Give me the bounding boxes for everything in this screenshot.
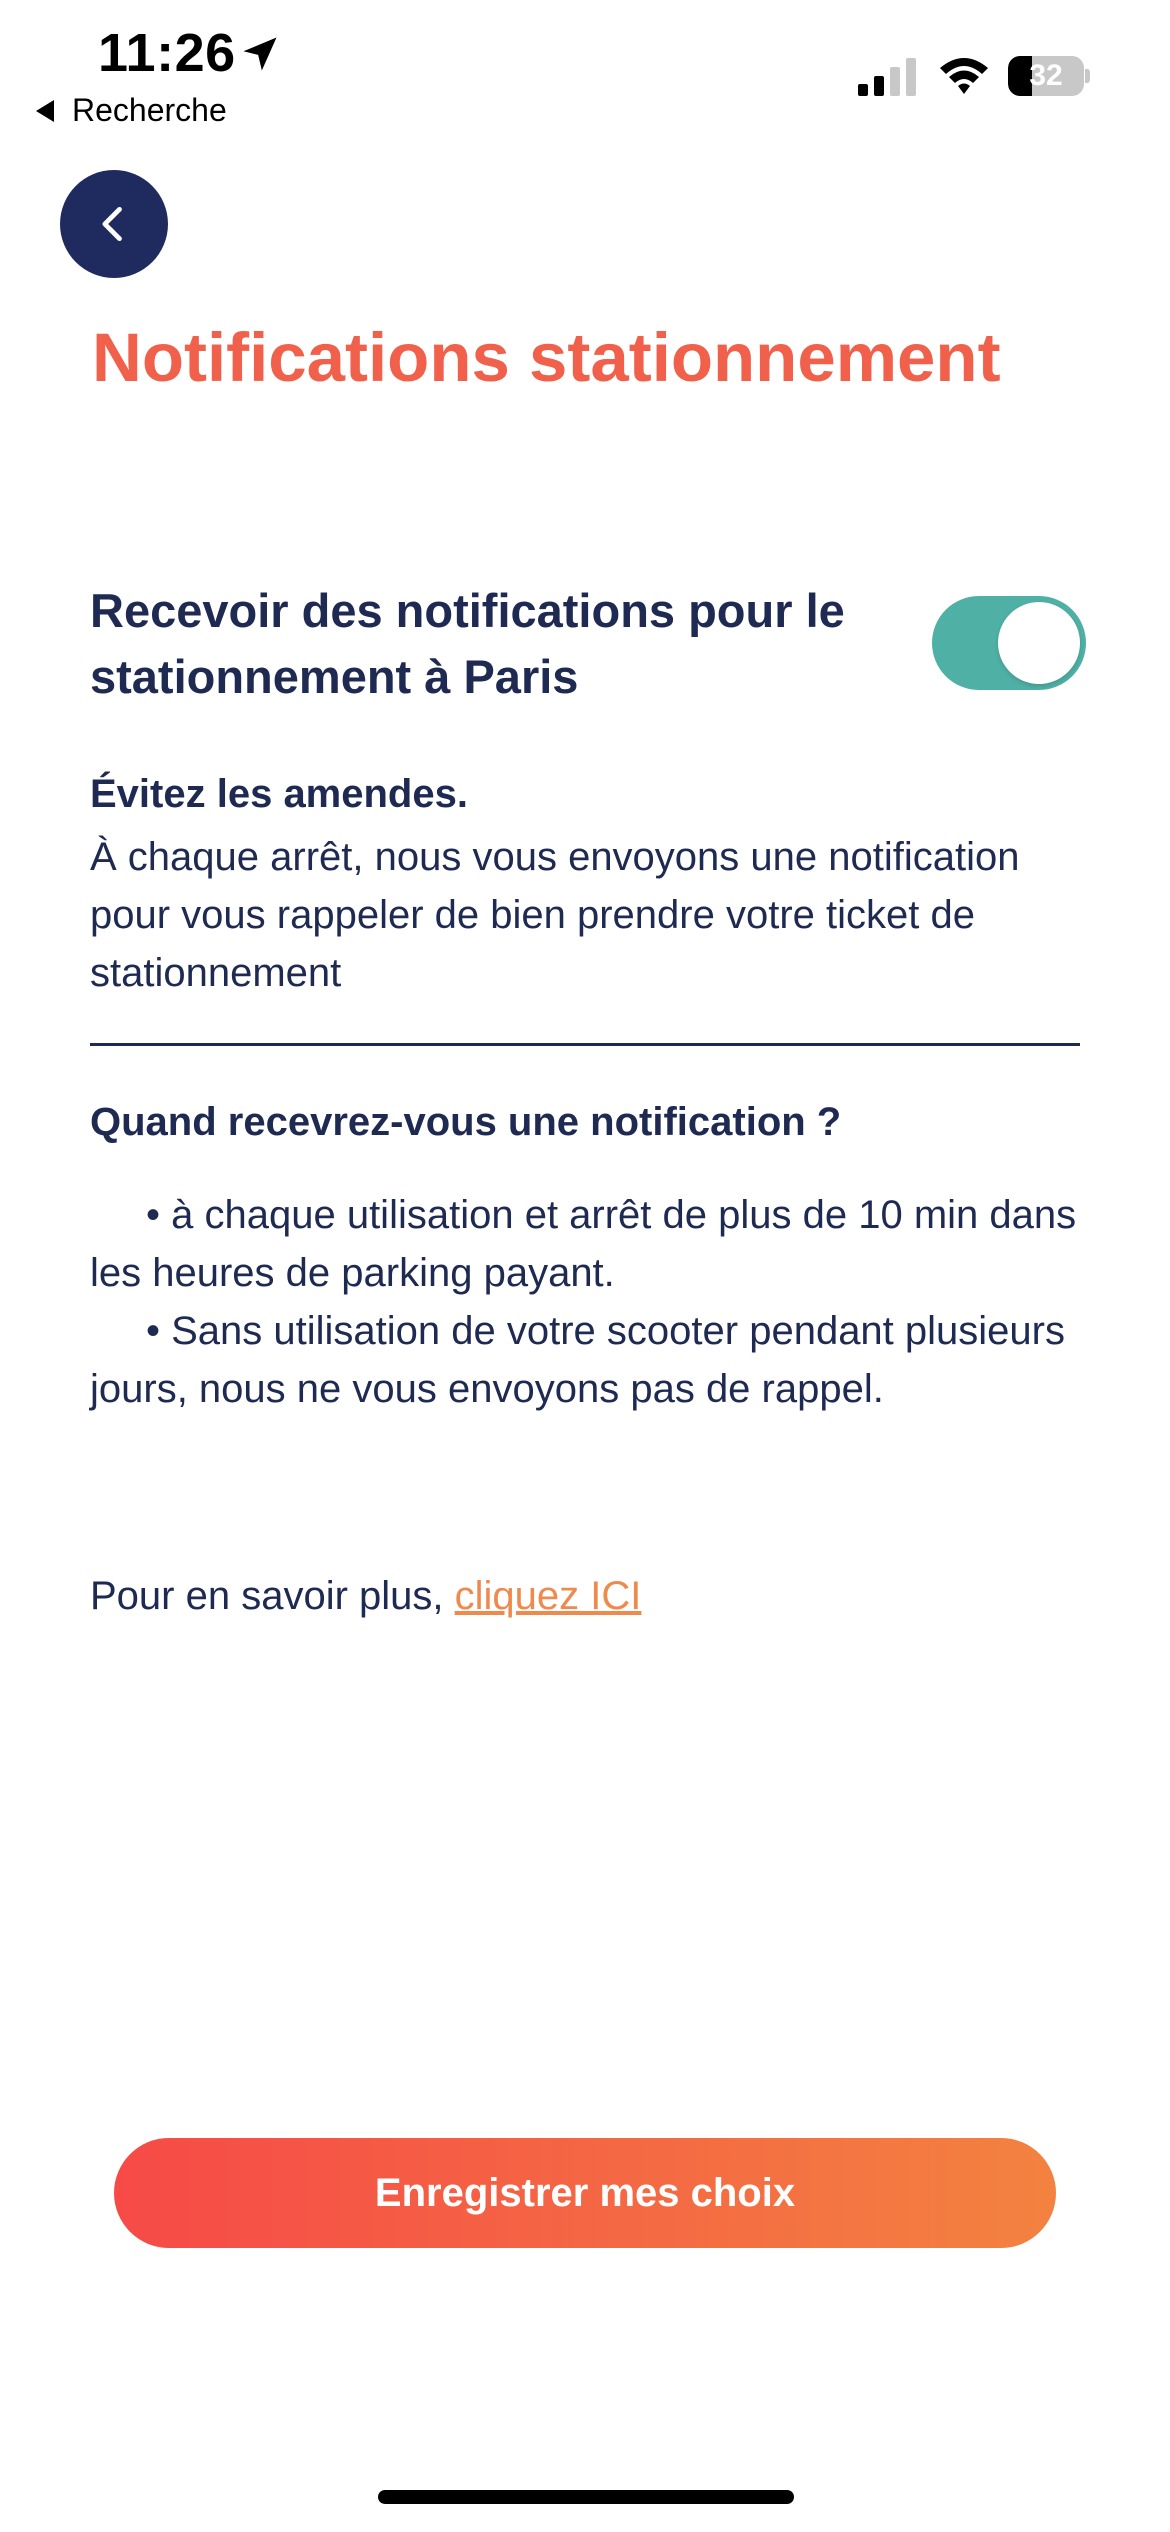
wifi-icon [938, 54, 990, 96]
location-arrow-icon [238, 32, 282, 76]
back-to-app-link[interactable] [36, 92, 227, 129]
description-heading: Évitez les amendes. [90, 772, 468, 816]
back-button[interactable] [60, 170, 168, 278]
save-choices-button[interactable]: Enregistrer mes choix [114, 2138, 1056, 2248]
more-info-link[interactable]: cliquez ICI [454, 1574, 642, 1618]
when-bullet-list [90, 1186, 1090, 1418]
battery-level: 32 [1029, 59, 1063, 92]
when-heading: Quand recevrez-vous une notification ? [90, 1100, 842, 1144]
back-to-app-label: Recherche [72, 92, 227, 128]
section-divider [90, 1043, 1080, 1046]
cellular-signal-icon [858, 58, 918, 96]
toggle-knob [998, 602, 1080, 684]
notification-toggle-label: Recevoir des notifications pour le stationnement à Paris [90, 584, 845, 703]
bullet-item: • Sans utilisation de votre scooter pendant plusieurs jours, nous ne vous envoyons pas de rappel. [90, 1309, 1065, 1411]
more-info-prefix: Pour en savoir plus, [90, 1574, 455, 1618]
parking-notification-toggle[interactable] [932, 596, 1086, 690]
back-triangle-icon [36, 100, 54, 122]
home-indicator[interactable] [378, 2490, 794, 2504]
description-body: À chaque arrêt, nous vous envoyons une notification pour vous rappeler de bien prendre votre ticket de stationnement [90, 835, 1020, 995]
chevron-left-icon [92, 202, 136, 246]
battery-indicator [1008, 56, 1090, 96]
more-info-text [90, 1574, 641, 1619]
status-time: 11:26 [98, 23, 236, 83]
page-title: Notifications stationnement [92, 319, 1001, 396]
bullet-item: • à chaque utilisation et arrêt de plus de 10 min dans les heures de parking payant. [90, 1193, 1077, 1295]
